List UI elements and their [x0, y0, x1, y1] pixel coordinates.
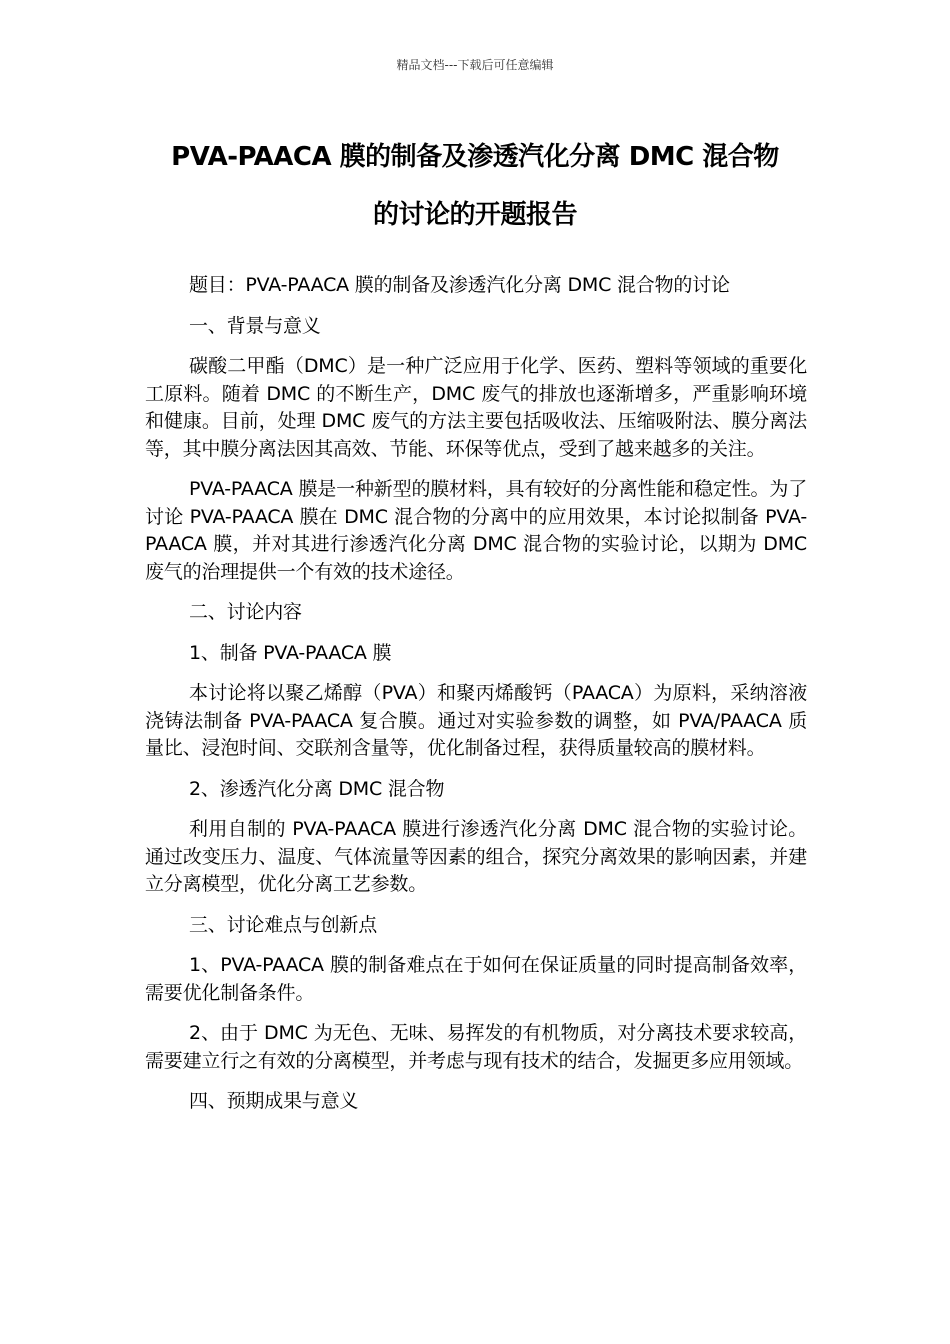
topic-line: 题目：PVA-PAACA 膜的制备及渗透汽化分离 DMC 混合物的讨论: [189, 274, 730, 296]
paragraph-difficulty-1: 1、PVA-PAACA 膜的制备难点在于如何在保证质量的同时提高制备效率，需要优化制备条件。: [145, 954, 807, 1004]
subheading-membrane-prep: 1、制备 PVA-PAACA 膜: [189, 641, 392, 664]
document-title: [120, 128, 830, 244]
section-heading-outcomes: 四、预期成果与意义: [189, 1090, 359, 1112]
paragraph-background-1: 碳酸二甲酯（DMC）是一种广泛应用于化学、医药、塑料等领域的重要化工原料。随着 DMC 的不断生产，DMC 废气的排放也逐渐增多，严重影响环境和健康。目前，处理 DMC 废气的方法主要包括吸收法、压缩吸附法、膜分离法等，其中膜分离法因其高效、节能、环保等优点，受到了越来越多的关注。: [145, 355, 807, 460]
section-heading-background: 一、背景与意义: [189, 314, 321, 337]
paragraph-membrane-prep: 本讨论将以聚乙烯醇（PVA）和聚丙烯酸钙（PAACA）为原料，采纳溶液浇铸法制备 PVA-PAACA 复合膜。通过对实验参数的调整，如 PVA/PAACA 质量比、浸泡时间、交联剂含量等，优化制备过程，获得质量较高的膜材料。: [145, 682, 807, 759]
section-heading-difficulties: 三、讨论难点与创新点: [189, 913, 378, 936]
paragraph-background-2: PVA-PAACA 膜是一种新型的膜材料，具有较好的分离性能和稳定性。为了讨论 PVA-PAACA 膜在 DMC 混合物的分离中的应用效果，本讨论拟制备 PVA-PAACA 膜，并对其进行渗透汽化分离 DMC 混合物的实验讨论，以期为 DMC 废气的治理提供一个有效的技术途径。: [145, 478, 807, 583]
title-line-1: PVA-PAACA 膜的制备及渗透汽化分离 DMC 混合物: [171, 142, 779, 172]
paragraph-pervaporation: 利用自制的 PVA-PAACA 膜进行渗透汽化分离 DMC 混合物的实验讨论。通过改变压力、温度、气体流量等因素的组合，探究分离效果的影响因素，并建立分离模型，优化分离工艺参数。: [145, 818, 807, 895]
document-body: [145, 272, 807, 1129]
section-heading-content: 二、讨论内容: [189, 601, 302, 623]
subheading-pervaporation: 2、渗透汽化分离 DMC 混合物: [189, 777, 445, 800]
title-line-2: 的讨论的开题报告: [372, 200, 577, 230]
header-note: 精品文档---下载后可任意编辑: [396, 58, 554, 72]
paragraph-difficulty-2: 2、由于 DMC 为无色、无味、易挥发的有机物质，对分离技术要求较高，需要建立行之有效的分离模型，并考虑与现有技术的结合，发掘更多应用领域。: [145, 1022, 807, 1072]
